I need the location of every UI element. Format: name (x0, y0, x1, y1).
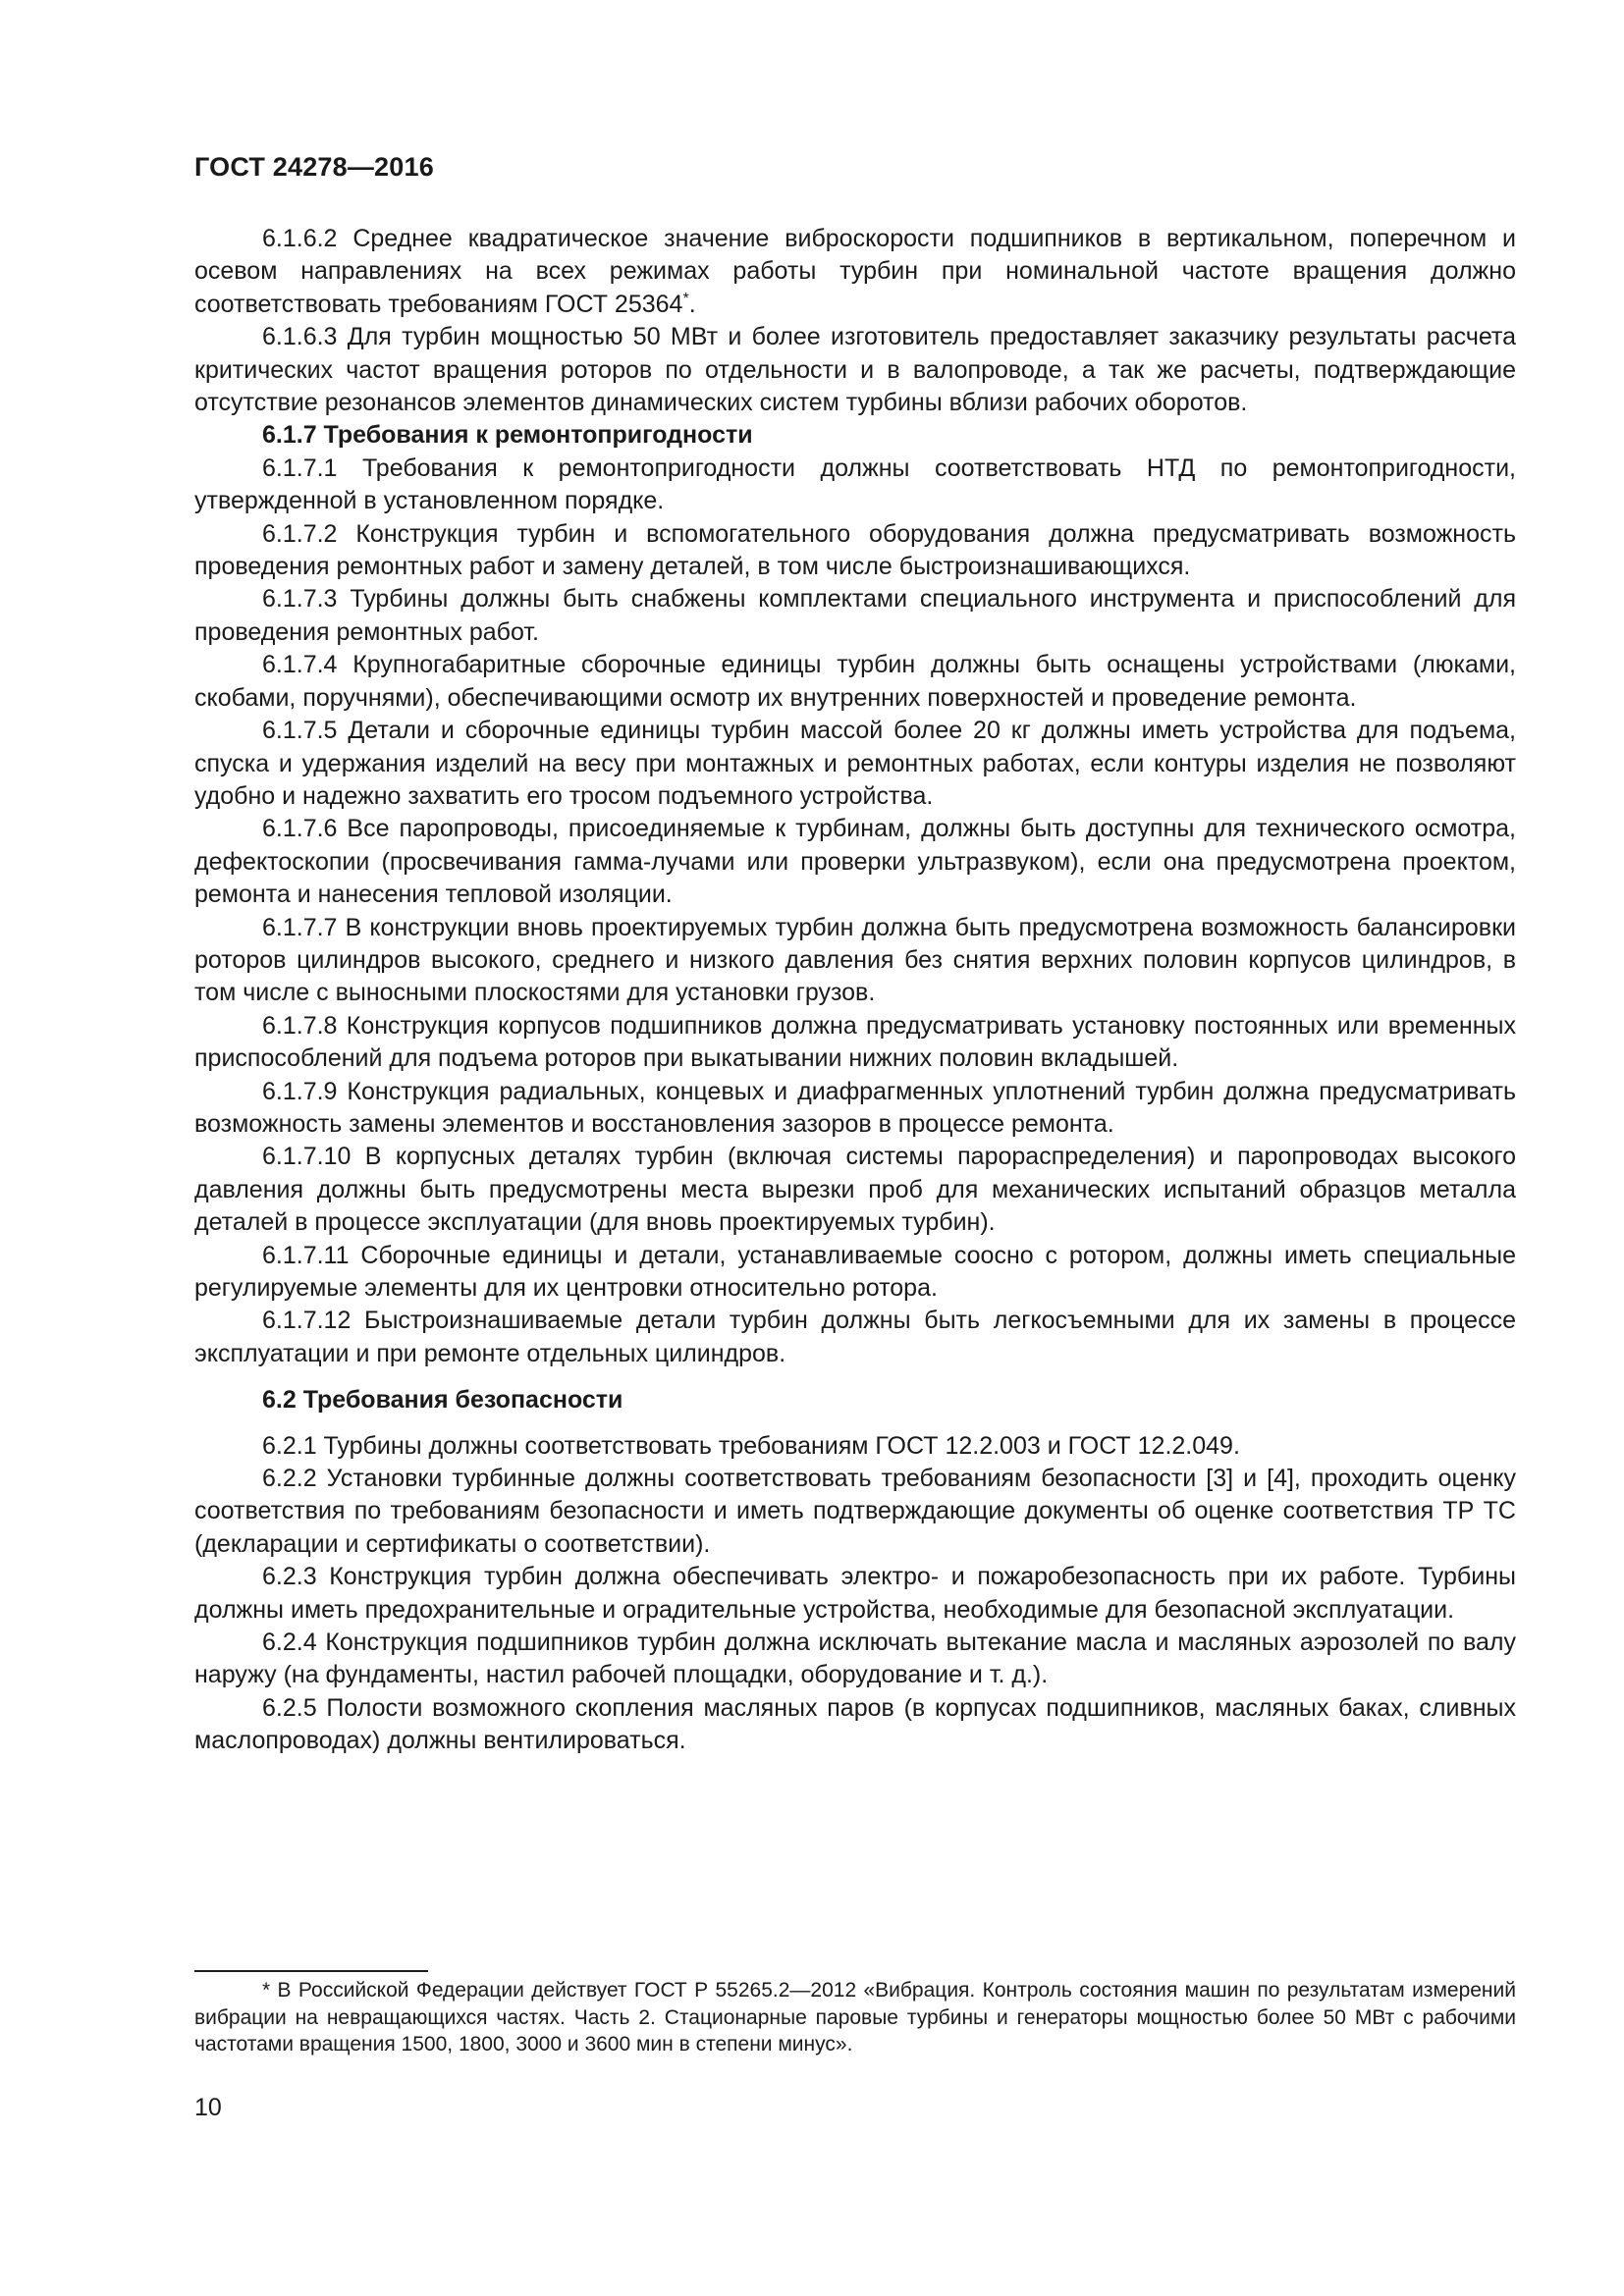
paragraph-text: 6.1.6.2 Среднее квадратическое значение виброскорости подшипников в вертикальном, поперечном и осевом направлениях на всех режимах работы турбин при номинальной частоте вращения должно соответствовать требованиям ГОСТ 25364 (194, 225, 1516, 318)
paragraph: 6.2.1 Турбины должны соответствовать требованиям ГОСТ 12.2.003 и ГОСТ 12.2.049. (262, 1431, 1240, 1460)
paragraph: 6.1.7.10 В корпусных деталях турбин (включая системы парораспределения) и паропроводах высокого давления должны быть предусмотрены места вырезки проб для механических испытаний образцов металла деталей в процессе эксплуатации (для вновь проектируемых турбин). (194, 1143, 1516, 1237)
paragraph: 6.2.4 Конструкция подшипников турбин должна исключать вытекание масла и масляных аэрозолей по валу наружу (на фундаменты, настил рабочей площадки, оборудование и т. д.). (194, 1629, 1516, 1689)
paragraph: 6.1.7.11 Сборочные единицы и детали, устанавливаемые соосно с ротором, должны иметь специальные регулируемые элементы для их центровки относительно ротора. (194, 1241, 1516, 1302)
subsection-heading: 6.1.7 Требования к ремонтопригодности (262, 421, 753, 450)
footnote-text: * В Российской Федерации действует ГОСТ Р 55265.2—2012 «Вибрация. Контроль состояния машин по результатам измерений вибрации на невращающихся частях. Часть 2. Стационарные паровые турбины и генераторы мощностью более 50 МВт с рабочими частотами вращения 1500, 1800, 3000 и 3600 мин в степени минус». (194, 1979, 1516, 2056)
paragraph: 6.2.5 Полости возможного скопления масляных паров (в корпусах подшипников, масляных баках, сливных маслопроводах) должны вентилироваться. (194, 1693, 1516, 1755)
section-heading: 6.2 Требования безопасности (262, 1386, 623, 1415)
document-body (194, 223, 1516, 1758)
footnote-divider (194, 1970, 428, 1972)
paragraph: 6.1.7.4 Крупногабаритные сборочные единицы турбин должны быть оснащены устройствами (люками, скобами, поручнями), обеспечивающими осмотр их внутренних поверхностей и проведение ремонта. (194, 651, 1516, 712)
paragraph: 6.1.7.9 Конструкция радиальных, концевых и диафрагменных уплотнений турбин должна предусматривать возможность замены элементов и восстановления зазоров в процессе ремонта. (194, 1077, 1516, 1138)
paragraph (194, 223, 1516, 321)
paragraph-text-end: . (688, 290, 696, 318)
paragraph: 6.1.7.2 Конструкция турбин и вспомогательного оборудования должна предусматривать возможность проведения ремонтных работ и замену деталей, в том числе быстроизнашивающихся. (194, 519, 1516, 581)
paragraph: 6.1.7.7 В конструкции вновь проектируемых турбин должна быть предусмотрена возможность балансировки роторов цилиндров высокого, среднего и низкого давления без снятия верхних половин корпусов цилиндров, в том числе с выносными плоскостями для установки грузов. (194, 913, 1516, 1007)
footnote-mark: * (682, 290, 689, 307)
paragraph: 6.1.7.3 Турбины должны быть снабжены комплектами специального инструмента и приспособлений для проведения ремонтных работ. (194, 585, 1516, 646)
paragraph: 6.1.7.1 Требования к ремонтопригодности должны соответствовать НТД по ремонтопригодности, утвержденной в установленном порядке. (194, 454, 1516, 515)
page-number: 10 (194, 2094, 222, 2121)
paragraph: 6.1.6.3 Для турбин мощностью 50 МВт и более изготовитель предоставляет заказчику результаты расчета критических частот вращения роторов по отдельности и в валопроводе, а так же расчеты, подтверждающие отсутствие резонансов элементов динамических систем турбины вблизи рабочих оборотов. (194, 323, 1516, 417)
footnote (194, 1977, 1516, 2058)
document-header: ГОСТ 24278—2016 (194, 152, 434, 182)
paragraph: 6.2.3 Конструкция турбин должна обеспечивать электро- и пожаробезопасность при их работе. Турбины должны иметь предохранительные и оградительные устройства, необходимые для безопасной эксплуатации. (194, 1563, 1516, 1624)
paragraph: 6.1.7.5 Детали и сборочные единицы турбин массой более 20 кг должны иметь устройства для подъема, спуска и удержания изделий на весу при монтажных и ремонтных работах, если контуры изделия не позволяют удобно и надежно захватить его тросом подъемного устройства. (194, 717, 1516, 810)
paragraph: 6.1.7.6 Все паропроводы, присоединяемые к турбинам, должны быть доступны для технического осмотра, дефектоскопии (просвечивания гамма-лучами или проверки ультразвуком), если она предусмотрена проектом, ремонта и нанесения тепловой изоляции. (194, 815, 1516, 909)
paragraph: 6.1.7.12 Быстроизнашиваемые детали турбин должны быть легкосъемными для их замены в процессе эксплуатации и при ремонте отдельных цилиндров. (194, 1307, 1516, 1367)
paragraph: 6.1.7.8 Конструкция корпусов подшипников должна предусматривать установку постоянных или временных приспособлений для подъема роторов при выкатывании нижних половин вкладышей. (194, 1011, 1516, 1073)
paragraph: 6.2.2 Установки турбинные должны соответствовать требованиям безопасности [3] и [4], проходить оценку соответствия по требованиям безопасности и иметь подтверждающие документы об оценке соответствия ТР ТС (декларации и сертификаты о соответствии). (194, 1465, 1516, 1558)
